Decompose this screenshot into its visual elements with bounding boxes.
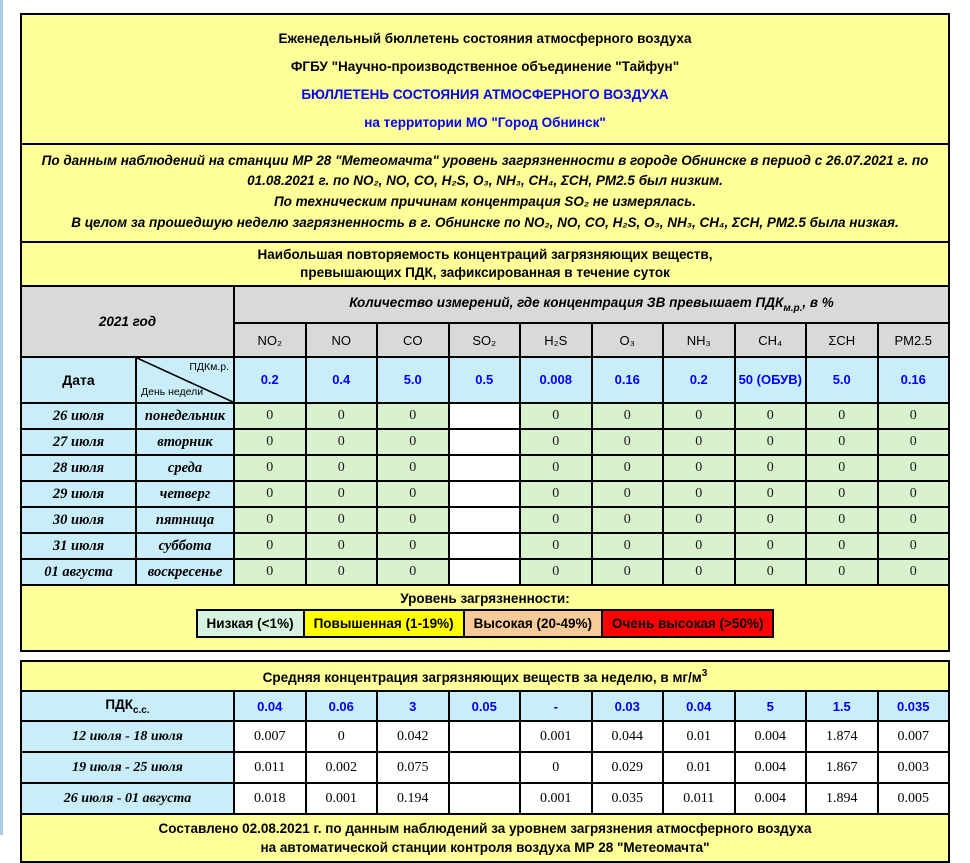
pdk-ss-value: 0.06 [306, 691, 378, 721]
daily-row [21, 429, 949, 455]
date-cell: 27 июля [21, 429, 136, 455]
weekly-average-cell: 0.001 [520, 783, 592, 814]
exceedance-value-cell: 0 [234, 481, 306, 507]
weekly-average-cell: 0.003 [878, 752, 950, 783]
weekly-average-cell: 0.001 [306, 783, 378, 814]
footer-line2: на автоматической станции контроля воздуха МР 28 "Метеомачта" [260, 840, 710, 855]
weekly-caption-text: Средняя концентрация загрязняющих веществ за неделю, в мг/м [262, 670, 702, 685]
bulletin-header [20, 13, 950, 145]
weekly-row [21, 721, 949, 752]
exceedance-value-cell: 0 [878, 559, 950, 585]
daily-row [21, 533, 949, 559]
pdk-ss-value: 0.05 [449, 691, 521, 721]
pdk-mr-value: 0.5 [449, 357, 521, 403]
weekly-average-cell: 0.004 [735, 721, 807, 752]
weekly-average-cell [449, 783, 521, 814]
exceedance-value-cell: 0 [377, 429, 449, 455]
pdk-ss-value: 0.04 [234, 691, 306, 721]
measure-count-header [234, 286, 949, 323]
weekly-average-cell: 0.007 [234, 721, 306, 752]
exceedance-value-cell [449, 533, 521, 559]
exceedance-value-cell: 0 [878, 533, 950, 559]
exceedance-value-cell: 0 [878, 455, 950, 481]
exceedance-value-cell: 0 [592, 507, 664, 533]
exceedance-value-cell: 0 [878, 507, 950, 533]
pollutant-header: NO₂ [234, 323, 306, 357]
exceedance-value-cell: 0 [520, 559, 592, 585]
pdk-mr-value: 50 (ОБУВ) [735, 357, 807, 403]
exceedance-value-cell: 0 [663, 507, 735, 533]
exceedance-value-cell: 0 [234, 533, 306, 559]
exceedance-value-cell: 0 [806, 429, 878, 455]
footer-note [21, 814, 949, 862]
summary-paragraph-2: По техническим причинам концентрация SO₂ не измерялась. [273, 194, 697, 209]
pdk-ss-row [21, 691, 949, 721]
pdk-ss-value: 1.5 [806, 691, 878, 721]
date-cell: 30 июля [21, 507, 136, 533]
exceedance-value-cell: 0 [377, 403, 449, 429]
weekly-average-cell: 0.01 [663, 752, 735, 783]
measure-header-text: Количество измерений, где концентрация ЗВ превышает ПДК [349, 295, 784, 310]
legend-item: Низкая (<1%) [196, 609, 305, 638]
exceedance-value-cell: 0 [592, 429, 664, 455]
weekday-cell: среда [136, 455, 234, 481]
pdk-ss-text: ПДК [105, 696, 133, 712]
exceedance-value-cell: 0 [306, 559, 378, 585]
pdk-mr-value: 0.2 [234, 357, 306, 403]
daily-table-caption [21, 242, 949, 286]
exceedance-value-cell: 0 [592, 481, 664, 507]
weekly-average-cell: 0.035 [592, 783, 664, 814]
weekly-average-cell: 1.894 [806, 783, 878, 814]
pdk-mr-row [21, 357, 949, 403]
legend-item: Очень высокая (>50%) [601, 609, 774, 638]
exceedance-value-cell: 0 [377, 507, 449, 533]
pollutant-header: ΣCH [806, 323, 878, 357]
exceedance-value-cell: 0 [663, 533, 735, 559]
exceedance-value-cell: 0 [735, 533, 807, 559]
exceedance-value-cell: 0 [377, 481, 449, 507]
weekly-average-cell: 0.004 [735, 752, 807, 783]
exceedance-value-cell: 0 [592, 403, 664, 429]
exceedance-value-cell [449, 429, 521, 455]
pdk-ss-subscript: с.с. [132, 704, 150, 716]
pdk-mr-value: 0.4 [306, 357, 378, 403]
diag-pdk-label: ПДКм.р. [189, 361, 229, 373]
weekly-average-cell: 0.005 [878, 783, 950, 814]
pdk-mr-value: 0.16 [592, 357, 664, 403]
weekly-row [21, 752, 949, 783]
weekly-average-cell: 0.044 [592, 721, 664, 752]
pdk-mr-value: 0.2 [663, 357, 735, 403]
exceedance-value-cell: 0 [306, 403, 378, 429]
weekly-average-cell: 0.018 [234, 783, 306, 814]
weekly-average-cell [449, 752, 521, 783]
bulletin-subtitle-weekly: Еженедельный бюллетень состояния атмосферного воздуха [278, 31, 692, 46]
weekly-average-cell: 0.01 [663, 721, 735, 752]
pdk-ss-value: 0.03 [592, 691, 664, 721]
weekly-average-cell: 0 [306, 721, 378, 752]
exceedance-value-cell: 0 [663, 559, 735, 585]
exceedance-value-cell: 0 [663, 455, 735, 481]
weekday-cell: вторник [136, 429, 234, 455]
exceedance-value-cell: 0 [806, 559, 878, 585]
daily-rows [21, 403, 949, 585]
date-cell: 28 июля [21, 455, 136, 481]
exceedance-value-cell: 0 [377, 455, 449, 481]
daily-table-caption-line1: Наибольшая повторяемость концентраций загрязняющих веществ, [257, 247, 713, 262]
organization-name: ФГБУ "Научно-производственное объединение "Тайфун" [290, 59, 680, 74]
legend-cell [21, 585, 949, 651]
legend-item: Повышенная (1-19%) [303, 609, 465, 638]
footer-line1: Составлено 02.08.2021 г. по данным наблюдений за уровнем загрязнения атмосферного воздуха [158, 821, 812, 836]
summary-paragraph-3: В целом за прошедшую неделю загрязненность в г. Обнинске по NO₂, NO, CO, H₂S, O₃, NH₃, CH₄, ΣCH, PM2.5 была низкая. [71, 215, 899, 230]
exceedance-value-cell [449, 507, 521, 533]
date-column-header: Дата [21, 357, 136, 403]
weekly-average-cell: 0.002 [306, 752, 378, 783]
year-label: 2021 год [21, 286, 234, 357]
exceedance-value-cell: 0 [663, 403, 735, 429]
measure-header-subscript: м.р. [783, 303, 803, 314]
exceedance-value-cell: 0 [878, 429, 950, 455]
exceedance-value-cell: 0 [806, 507, 878, 533]
weekly-average-cell: 0.007 [878, 721, 950, 752]
section-gap [20, 652, 950, 660]
exceedance-value-cell: 0 [306, 507, 378, 533]
pollutant-header: NH₃ [663, 323, 735, 357]
exceedance-value-cell: 0 [735, 429, 807, 455]
exceedance-value-cell: 0 [663, 481, 735, 507]
weekday-cell: пятница [136, 507, 234, 533]
exceedance-value-cell: 0 [806, 403, 878, 429]
daily-row [21, 507, 949, 533]
diag-weekday-label: День недели [141, 386, 204, 398]
pollutant-header: O₃ [592, 323, 664, 357]
bulletin-page [20, 13, 950, 863]
pollutant-header: PM2.5 [878, 323, 950, 357]
date-cell: 01 августа [21, 559, 136, 585]
exceedance-value-cell: 0 [592, 559, 664, 585]
exceedance-value-cell: 0 [520, 481, 592, 507]
daily-row [21, 481, 949, 507]
pdk-ss-value: - [520, 691, 592, 721]
daily-row [21, 455, 949, 481]
daily-row [21, 559, 949, 585]
exceedance-value-cell: 0 [735, 403, 807, 429]
weekly-average-cell: 0 [520, 752, 592, 783]
weekly-average-cell: 0.011 [663, 783, 735, 814]
pollutant-header: NO [306, 323, 378, 357]
exceedance-value-cell: 0 [520, 533, 592, 559]
weekly-average-cell [449, 721, 521, 752]
exceedance-value-cell: 0 [377, 533, 449, 559]
exceedance-value-cell: 0 [806, 533, 878, 559]
weekly-average-cell: 0.194 [377, 783, 449, 814]
exceedance-value-cell: 0 [306, 481, 378, 507]
bulletin-title: БЮЛЛЕТЕНЬ СОСТОЯНИЯ АТМОСФЕРНОГО ВОЗДУХА [301, 87, 669, 102]
pollutant-header: CO [377, 323, 449, 357]
pdk-ss-value: 5 [735, 691, 807, 721]
weekly-average-cell: 0.004 [735, 783, 807, 814]
weekly-average-table [20, 660, 950, 863]
pdk-mr-value: 5.0 [377, 357, 449, 403]
pdk-ss-value: 0.035 [878, 691, 950, 721]
pdk-ss-label [21, 691, 234, 721]
summary-paragraph-1: По данным наблюдений на станции МР 28 "Метеомачта" уровень загрязненности в городе Обнинске в период с 26.07.2021 г. по 01.08.2021 г. по NO₂, NO, CO, H₂S, O₃, NH₃, CH₄, ΣCH, PM2.5 был низким. [41, 153, 929, 188]
week-period-cell: 12 июля - 18 июля [21, 721, 234, 752]
legend-title: Уровень загрязненности: [400, 591, 570, 606]
pdk-ss-value: 3 [377, 691, 449, 721]
exceedance-value-cell: 0 [377, 559, 449, 585]
pollution-level-legend [22, 586, 948, 650]
exceedance-value-cell: 0 [520, 403, 592, 429]
weekly-average-cell: 1.867 [806, 752, 878, 783]
exceedance-value-cell: 0 [806, 481, 878, 507]
exceedance-value-cell: 0 [234, 429, 306, 455]
date-cell: 31 июля [21, 533, 136, 559]
exceedance-value-cell: 0 [735, 507, 807, 533]
measure-header-suffix: , в % [802, 295, 834, 310]
exceedance-value-cell: 0 [520, 429, 592, 455]
pollutant-header: SO₂ [449, 323, 521, 357]
weekly-rows [21, 721, 949, 814]
weekly-table-caption [21, 661, 949, 691]
legend-row [22, 609, 948, 638]
weekday-cell: суббота [136, 533, 234, 559]
exceedance-value-cell: 0 [234, 455, 306, 481]
exceedance-value-cell: 0 [878, 481, 950, 507]
exceedance-value-cell: 0 [306, 455, 378, 481]
weekly-average-cell: 0.001 [520, 721, 592, 752]
daily-table-caption-line2: превышающих ПДК, зафиксированная в течение суток [300, 265, 670, 280]
exceedance-value-cell: 0 [878, 403, 950, 429]
exceedance-value-cell: 0 [520, 455, 592, 481]
exceedance-value-cell: 0 [735, 455, 807, 481]
date-cell: 26 июля [21, 403, 136, 429]
exceedance-value-cell: 0 [592, 533, 664, 559]
weekly-average-cell: 0.029 [592, 752, 664, 783]
week-period-cell: 19 июля - 25 июля [21, 752, 234, 783]
bulletin-territory: на территории МО "Город Обнинск" [364, 115, 606, 130]
week-period-cell: 26 июля - 01 августа [21, 783, 234, 814]
daily-table-section [20, 241, 950, 652]
pdk-mr-value: 0.008 [520, 357, 592, 403]
date-cell: 29 июля [21, 481, 136, 507]
exceedance-value-cell: 0 [735, 559, 807, 585]
weekly-average-cell: 0.042 [377, 721, 449, 752]
pollutant-header: H₂S [520, 323, 592, 357]
exceedance-value-cell: 0 [306, 429, 378, 455]
weekday-cell: понедельник [136, 403, 234, 429]
diagonal-split-cell [136, 357, 234, 403]
weekday-cell: воскресенье [136, 559, 234, 585]
legend-item: Высокая (20-49%) [463, 609, 603, 638]
pdk-mr-value: 5.0 [806, 357, 878, 403]
weekly-average-cell: 1.874 [806, 721, 878, 752]
window-left-edge [0, 0, 3, 835]
exceedance-value-cell: 0 [520, 507, 592, 533]
daily-exceedance-table [20, 241, 950, 652]
exceedance-value-cell [449, 455, 521, 481]
exceedance-value-cell [449, 481, 521, 507]
pdk-mr-value: 0.16 [878, 357, 950, 403]
weekday-cell: четверг [136, 481, 234, 507]
weekly-caption-superscript: 3 [701, 668, 708, 679]
exceedance-value-cell: 0 [735, 481, 807, 507]
exceedance-value-cell: 0 [306, 533, 378, 559]
pollutant-header: CH₄ [735, 323, 807, 357]
weekly-row [21, 783, 949, 814]
exceedance-value-cell: 0 [806, 455, 878, 481]
weekly-average-cell: 0.075 [377, 752, 449, 783]
exceedance-value-cell [449, 559, 521, 585]
exceedance-value-cell: 0 [234, 559, 306, 585]
summary-block [20, 143, 950, 243]
exceedance-value-cell: 0 [592, 455, 664, 481]
weekly-average-cell: 0.011 [234, 752, 306, 783]
exceedance-value-cell: 0 [663, 429, 735, 455]
exceedance-value-cell: 0 [234, 403, 306, 429]
exceedance-value-cell [449, 403, 521, 429]
daily-row [21, 403, 949, 429]
pdk-ss-value: 0.04 [663, 691, 735, 721]
exceedance-value-cell: 0 [234, 507, 306, 533]
